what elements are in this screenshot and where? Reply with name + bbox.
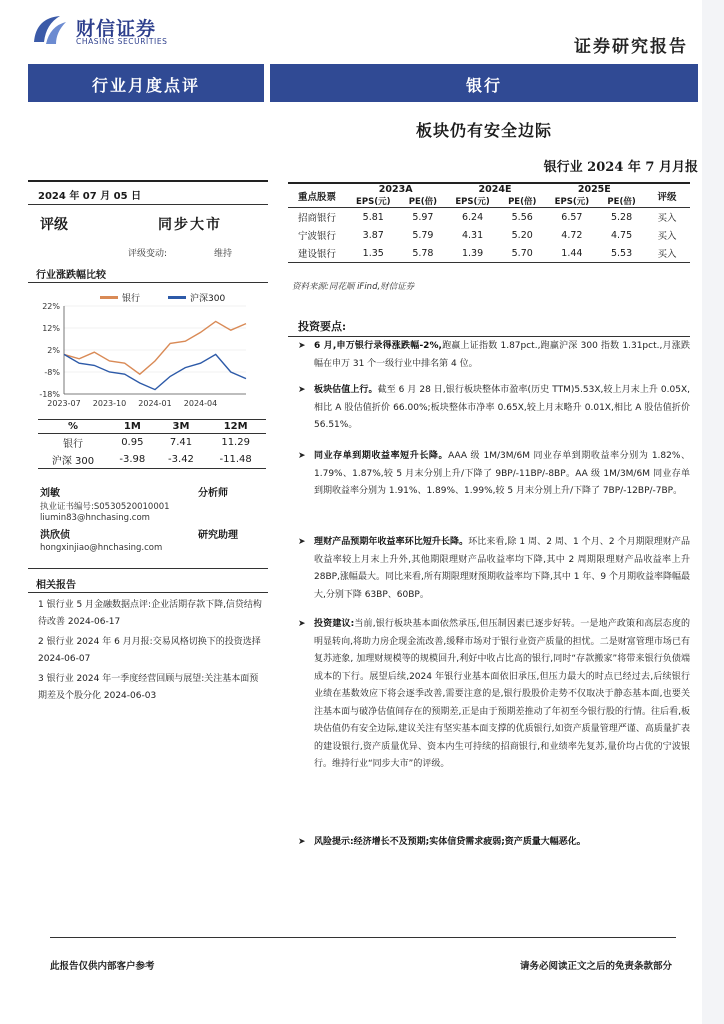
chart-x-tick-label: 2023-10 bbox=[92, 399, 127, 408]
forecast-cell: 5.97 bbox=[412, 211, 434, 223]
perf-header-cell: 1M bbox=[123, 421, 141, 432]
chart-y-tick-label: 12% bbox=[42, 324, 60, 333]
chart-y-tick-label: 2% bbox=[47, 346, 60, 355]
forecast-cell: 1.35 bbox=[362, 247, 384, 259]
forecast-cell: 5.53 bbox=[610, 247, 633, 259]
key-point bbox=[298, 534, 690, 604]
category-band bbox=[28, 64, 264, 102]
forecast-cell: 5.28 bbox=[610, 211, 633, 223]
key-point-lead: 风险提示:经济增长不及预期;实体信贷需求疲弱;资产质量大幅恶化。 bbox=[314, 837, 586, 847]
key-point-lead: 同业存单到期收益率短升长降。 bbox=[314, 451, 449, 461]
forecast-col-rating: 评级 bbox=[657, 191, 677, 203]
forecast-rating: 买入 bbox=[657, 249, 677, 260]
footer-disclaimer-left: 此报告仅供内部客户参考 bbox=[50, 961, 155, 972]
bullet-arrow-icon: ➤ bbox=[298, 837, 306, 847]
key-point-text: 环比来看,除 1 周、2 周、1 个月、2 个月期限理财产品收益率较上月末上升外,其他期限理财产品收益率均下降,其中 2 周期限理财产品收益率上升 28BP,涨幅最大。同比来看,所有期限理财预期收益率均下降,其中 1 年、9 个月期收益率降幅最大,分别下降 63BP、60BP。 bbox=[314, 537, 690, 600]
forecast-cell: 5.78 bbox=[412, 247, 434, 259]
divider bbox=[28, 204, 268, 205]
report-title: 板块仍有安全边际 bbox=[415, 121, 552, 140]
key-points-title: 投资要点: bbox=[298, 320, 347, 333]
forecast-stock: 宁波银行 bbox=[297, 231, 336, 242]
forecast-subheader: PE(倍) bbox=[408, 197, 438, 207]
perf-cell: -3.42 bbox=[168, 454, 194, 465]
key-point bbox=[298, 382, 690, 435]
legend-hs300-swatch bbox=[168, 296, 186, 299]
industry-band bbox=[270, 64, 698, 102]
divider bbox=[28, 282, 268, 283]
rating-change-label: 评级变动: bbox=[128, 249, 168, 259]
bullet-arrow-icon: ➤ bbox=[298, 451, 306, 461]
divider bbox=[28, 180, 268, 182]
footer-disclaimer-right: 请务必阅读正文之后的免责条款部分 bbox=[519, 961, 672, 972]
key-point-text: 当前,银行板块基本面依然承压,但压制因素已逐步好转。一是地产政策和高层态度的明显转向,将助力房企现金流改善,缓释市场对于银行业资产质量的担忧。二是财富管理市场已有复苏迹象, 加理财规模等的规模回升,利好中收占比高的银行,同时“存款搬家”将带来银行负债端成本的下行。展望后续,2024 年银行业基本面依旧承压,但压力最大的时点已经过去,后续银行业绩在基数效应下将会逐季改善,需要注意的是,银行股股价走势不仅取决于静态基本面,也要关注基本面与破净估值间存在的预期差,正是由于预期差推动了年初至今银行股的行情。往后看,板块估值仍有安全边际,建议关注有坚实基本面支撑的优质银行,如资产质量管理严谨、高质量扩表的建设银行,资产质量优异、资本内生可持续的招商银行,和业绩率先复苏,量价均占优的宁波银行。维持行业“同步大市”的评级。 bbox=[314, 619, 690, 769]
key-point bbox=[298, 448, 690, 501]
related-report[interactable]: 2 银行业 2024 年 6 月月报:交易风格切换下的投资选择 2024-06-07 bbox=[38, 637, 261, 664]
forecast-col-stock: 重点股票 bbox=[297, 191, 336, 203]
forecast-cell: 1.44 bbox=[561, 247, 583, 259]
footer-divider bbox=[50, 937, 676, 938]
key-point-text: AAA 级 1M/3M/6M 同业存单到期收益率分别为 1.82%、1.79%、1.87%,较 5 月末分别上升/下降了 9BP/-11BP/-8BP。AA 级 1M/3M/6M 同业存单到期收益率分别为 1.91%、1.89%、1.99%,较 5 月末分别上升/下降了 7BP/-12BP/-7BP。 bbox=[314, 451, 690, 496]
forecast-cell: 1.39 bbox=[461, 247, 484, 259]
forecast-cell: 4.75 bbox=[610, 229, 633, 241]
perf-table-header bbox=[38, 420, 266, 434]
perf-cell: 11.29 bbox=[221, 437, 250, 448]
data-source: 资料来源:同花顺 iFind,财信证券 bbox=[292, 282, 415, 292]
related-report[interactable]: 3 银行业 2024 年一季度经营回顾与展望:关注基本面预期差及个股分化 2024-06-03 bbox=[38, 674, 259, 701]
key-point-text: 截至 6 月 28 日,银行板块整体市盈率(历史 TTM)5.53X,较上月末上升 0.05X,相比 A 股估值折价 66.00%;板块整体市净率 0.65X,较上月末略升 0.01X,相比 A 股估值折价 56.51%。 bbox=[314, 385, 690, 430]
bullet-arrow-icon: ➤ bbox=[298, 385, 306, 395]
related-report[interactable]: 1 银行业 5 月金融数据点评:企业活期存款下降,信贷结构待改善 2024-06-17 bbox=[38, 600, 262, 627]
chart-x-tick-label: 2024-04 bbox=[183, 399, 218, 408]
legend-bank-swatch bbox=[100, 296, 118, 299]
forecast-subheader: EPS(元) bbox=[554, 197, 590, 207]
forecast-cell: 5.79 bbox=[412, 229, 434, 241]
logo-text-cn: 财信证券 bbox=[76, 18, 157, 40]
key-point-lead: 板块估值上行。 bbox=[314, 385, 378, 395]
analyst-email[interactable]: liumin83@hnchasing.com bbox=[40, 513, 150, 523]
perf-cell: 银行 bbox=[63, 439, 83, 450]
forecast-cell: 5.81 bbox=[362, 211, 384, 223]
perf-cell: -3.98 bbox=[119, 454, 146, 465]
key-point-text: 跑赢上证指数 1.87pct.,跑赢沪深 300 指数 1.31pct.,月涨跌幅在申万 31 个一级行业中排名第 4 位。 bbox=[314, 341, 690, 369]
forecast-subheader: PE(倍) bbox=[508, 197, 537, 207]
perf-chart bbox=[28, 300, 268, 412]
forecast-cell: 6.57 bbox=[561, 211, 583, 223]
key-point bbox=[298, 616, 690, 774]
perf-table bbox=[38, 419, 266, 469]
forecast-cell: 5.70 bbox=[511, 247, 533, 259]
page-side-strip bbox=[702, 0, 724, 1024]
perf-section-title: 行业涨跌幅比较 bbox=[36, 270, 106, 281]
forecast-year: 2025E bbox=[577, 184, 611, 195]
assistant-name: 洪欣侦 bbox=[40, 530, 70, 541]
perf-header-cell: 3M bbox=[172, 421, 190, 432]
perf-row bbox=[38, 434, 266, 452]
forecast-subheader: EPS(元) bbox=[455, 197, 490, 207]
divider bbox=[28, 592, 268, 593]
legend-hs300-label: 沪深300 bbox=[190, 294, 226, 304]
perf-cell: 0.95 bbox=[121, 437, 144, 448]
chart-y-tick-label: -8% bbox=[44, 368, 60, 377]
chart-y-tick-label: 22% bbox=[42, 302, 60, 311]
rating-value: 同步大市 bbox=[158, 217, 222, 233]
perf-cell: 7.41 bbox=[169, 437, 193, 448]
forecast-stock: 招商银行 bbox=[297, 213, 336, 224]
forecast-stock: 建设银行 bbox=[297, 249, 336, 260]
logo-icon bbox=[30, 12, 70, 48]
forecast-year: 2023A bbox=[378, 184, 413, 195]
bullet-arrow-icon: ➤ bbox=[298, 619, 306, 629]
bullet-arrow-icon: ➤ bbox=[298, 341, 306, 351]
chart-x-tick-label: 2023-07 bbox=[47, 399, 81, 408]
perf-header-cell: % bbox=[67, 421, 79, 432]
perf-cell: -11.48 bbox=[219, 454, 252, 465]
forecast-cell: 3.87 bbox=[362, 229, 384, 241]
forecast-cell: 4.31 bbox=[461, 229, 484, 241]
chart-x-tick-label: 2024-01 bbox=[138, 399, 172, 408]
divider bbox=[288, 336, 690, 337]
forecast-row bbox=[288, 226, 690, 244]
forecast-rating: 买入 bbox=[657, 213, 677, 224]
logo-text-en: CHASING SECURITIES bbox=[76, 37, 168, 46]
analyst-role: 分析师 bbox=[198, 488, 228, 499]
key-point bbox=[298, 834, 690, 852]
assistant-role: 研究助理 bbox=[198, 530, 238, 541]
forecast-rating: 买入 bbox=[657, 231, 677, 242]
forecast-subheader: EPS(元) bbox=[356, 197, 391, 207]
forecast-row bbox=[288, 244, 690, 263]
analyst-cert: 执业证书编号:S0530520010001 bbox=[40, 502, 170, 512]
perf-header-cell: 12M bbox=[223, 421, 248, 432]
forecast-subheader: PE(倍) bbox=[607, 197, 636, 207]
rating-label: 评级 bbox=[40, 217, 68, 233]
chart-series-line-bank bbox=[64, 321, 246, 374]
forecast-cell: 4.72 bbox=[561, 229, 583, 241]
chart-y-tick-label: -18% bbox=[39, 390, 60, 399]
divider bbox=[28, 568, 268, 569]
related-section-title: 相关报告 bbox=[36, 580, 76, 591]
report-subtitle: 银行业 2024 年 7 月月报 bbox=[543, 160, 698, 175]
category-label: 行业月度点评 bbox=[91, 76, 200, 95]
assistant-email[interactable]: hongxinjiao@hnchasing.com bbox=[40, 543, 163, 553]
report-type: 证券研究报告 bbox=[574, 37, 688, 57]
analyst-name: 刘敏 bbox=[40, 488, 60, 499]
key-point-lead: 6 月,申万银行录得涨跌幅-2%, bbox=[314, 341, 442, 351]
key-point bbox=[298, 338, 690, 373]
forecast-cell: 5.56 bbox=[511, 211, 533, 223]
perf-row bbox=[38, 451, 266, 469]
forecast-table bbox=[288, 182, 690, 263]
report-date: 2024 年 07 月 05 日 bbox=[38, 191, 142, 202]
forecast-year: 2024E bbox=[478, 184, 512, 195]
forecast-cell: 5.20 bbox=[511, 229, 533, 241]
perf-cell: 沪深 300 bbox=[51, 456, 95, 467]
rating-change-value: 维持 bbox=[214, 249, 233, 259]
key-point-lead: 投资建议: bbox=[314, 619, 355, 629]
forecast-cell: 6.24 bbox=[461, 211, 484, 223]
bullet-arrow-icon: ➤ bbox=[298, 537, 306, 547]
industry-label: 银行 bbox=[465, 76, 502, 95]
legend-bank-label: 银行 bbox=[122, 294, 141, 304]
forecast-row bbox=[288, 208, 690, 227]
key-point-lead: 理财产品预期年收益率环比短升长降。 bbox=[314, 537, 469, 547]
